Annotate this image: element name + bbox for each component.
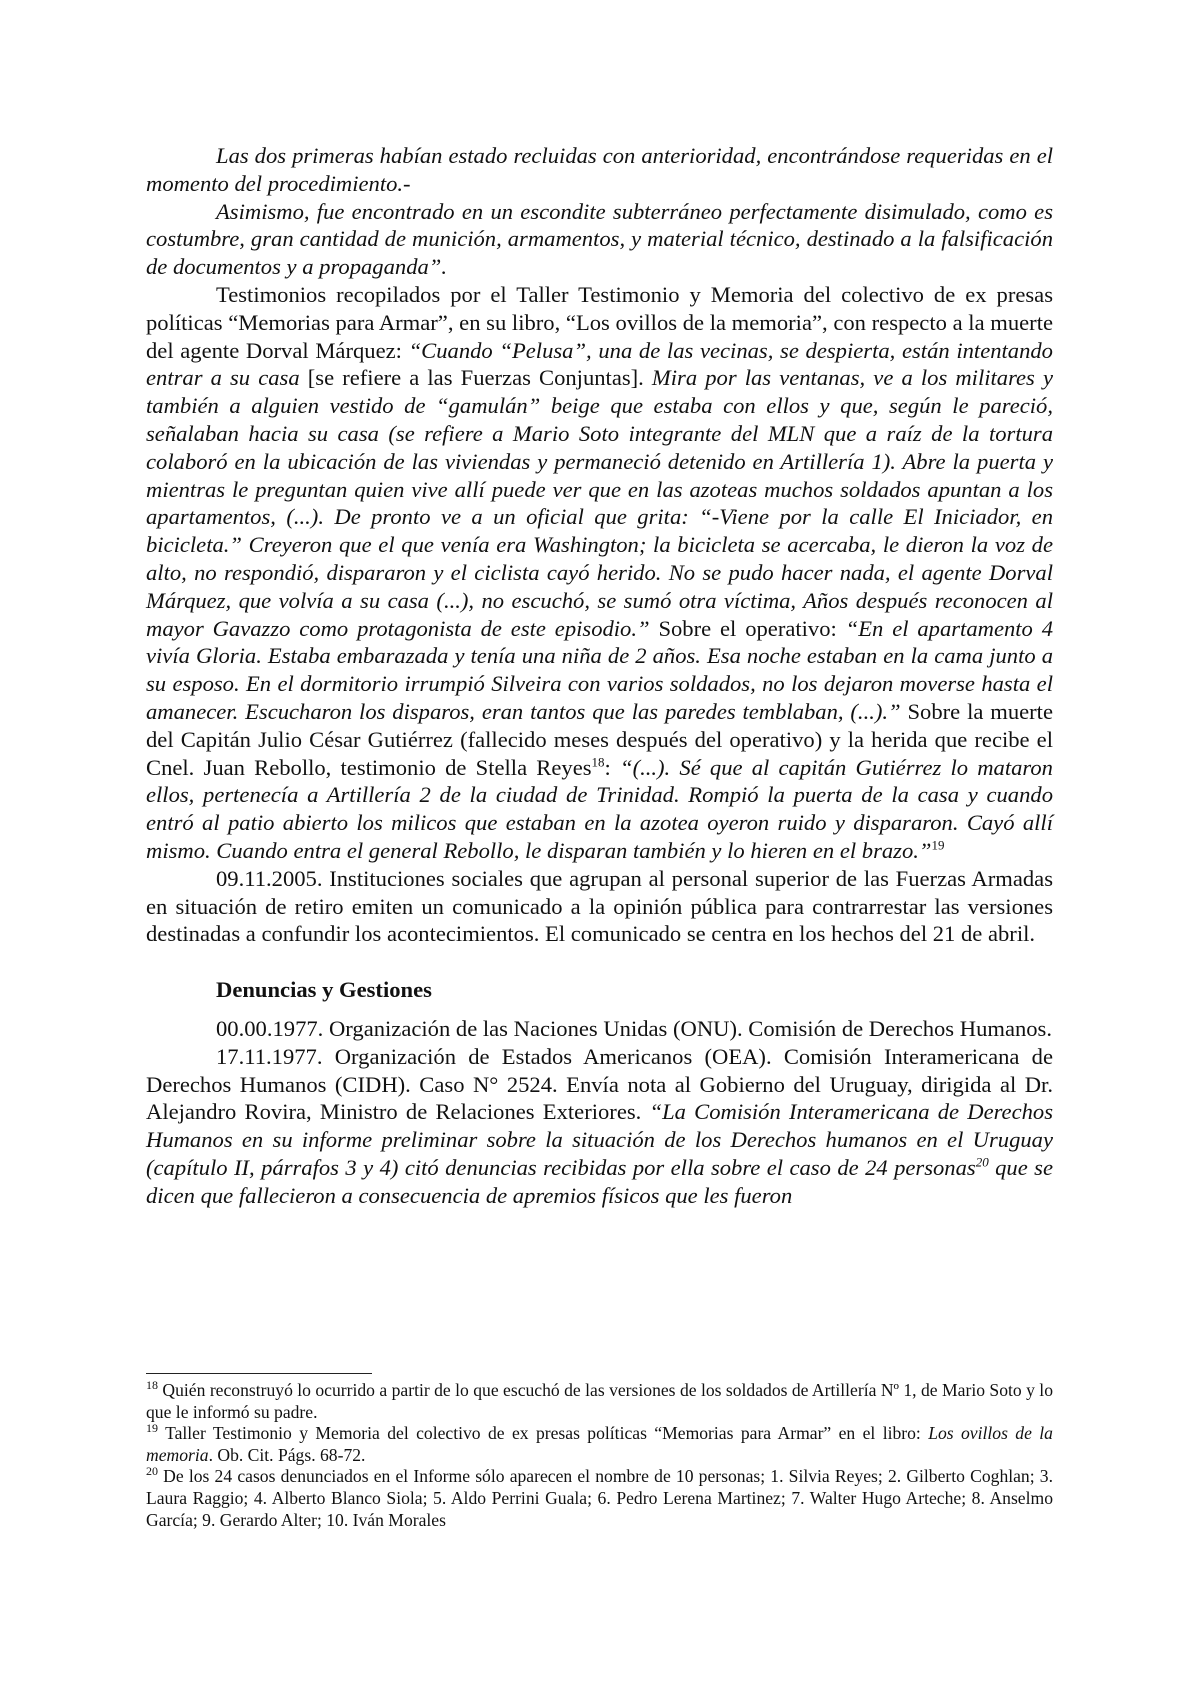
paragraph-3-intro: Testimonios recopilados por el Taller Testimonio y Memoria del colectivo de ex presas políticas “Memorias para Armar”, en su libro, “Los ovillos de la memoria”, con respecto a la muerte del agente Dorval Márquez:	[146, 281, 1053, 363]
footnote-ref-19[interactable]: 19	[931, 837, 945, 853]
footnote-ref-20[interactable]: 20	[975, 1154, 989, 1170]
document-body	[146, 142, 1053, 1209]
paragraph-5-text: 00.00.1977. Organización de las Naciones Unidas (ONU). Comisión de Derechos Humanos.	[216, 1015, 1053, 1041]
section-heading: Denuncias y Gestiones	[216, 977, 432, 1003]
colon-text: :	[604, 754, 620, 780]
gutierrez-intro: Sobre la muerte del Capitán Julio César Gutiérrez (fallecido meses después del operativo) y la herida que recibe el Cnel. Juan Rebollo, testimonio de Stella Reyes	[146, 698, 1053, 780]
paragraph-2-text: Asimismo, fue encontrado en un escondite subterráneo perfectamente disimulado, como es costumbre, gran cantidad de munición, armamentos, y material técnico, destinado a la falsificación de documentos y a propaganda”.	[146, 198, 1053, 280]
footnote-text-end: . Ob. Cit. Págs. 68-72.	[208, 1444, 366, 1465]
quote-cidh-continued: que se dicen que fallecieron a consecuencia de apremios físicos que les fueron	[146, 1154, 1053, 1208]
paragraph-4	[146, 865, 1053, 948]
footnote-number: 20	[146, 1464, 158, 1479]
quote-gloria: “En el apartamento 4 vivía Gloria. Estaba embarazada y tenía una niña de 2 años. Esa noche estaban en la cama junto a su esposo. En el dormitorio irrumpió Silveira con varios soldados, no los dejaron moverse hasta el amanecer. Escucharon los disparos, eran tantos que las paredes temblaban, (...).”	[146, 615, 1054, 724]
footnotes	[146, 1380, 1053, 1531]
paragraph-2	[146, 198, 1053, 281]
footnote-separator	[146, 1373, 372, 1374]
footnote-text: De los 24 casos denunciados en el Informe sólo aparecen el nombre de 10 personas; 1. Silvia Reyes; 2. Gilberto Coghlan; 3. Laura Raggio; 4. Alberto Blanco Siola; 5. Aldo Perrini Guala; 6. Pedro Lerena Martinez; 7. Walter Hugo Arteche; 8. Anselmo García; 9. Gerardo Alter; 10. Iván Morales	[146, 1466, 1053, 1530]
footnote-20	[146, 1466, 1053, 1531]
quote-testimony: Mira por las ventanas, ve a los militares y también a alguien vestido de “gamulán” beige que estaba con ellos y que, según le pareció, señalaban hacia su casa (se refiere a Mario Soto integrante del MLN que a raíz de la tortura colaboró en la ubicación de las viviendas y permaneció detenido en Artillería 1). Abre la puerta y mientras le preguntan quien vive allí puede ver que en las azoteas muchos soldados apuntan a los apartamentos, (...). De pronto ve a un oficial que grita: “-Viene por la calle El Iniciador, en bicicleta.” Creyeron que el que venía era Washington; la bicicleta se acercaba, le dieron la voz de alto, no respondió, dispararon y el ciclista cayó herido. No se pudo hacer nada, el agente Dorval Márquez, que volvía a su casa (...), no escuchó, se sumó otra víctima, Años después reconocen al mayor Gavazzo como protagonista de este episodio.”	[146, 365, 1053, 641]
spacer	[146, 948, 1053, 976]
footnote-text: Quién reconstruyó lo ocurrido a partir de lo que escuchó de las versiones de los soldados de Artillería Nº 1, de Mario Soto y lo que le informó su padre.	[146, 1380, 1053, 1422]
quote-stella-reyes: “(...). Sé que al capitán Gutiérrez lo mataron ellos, pertenecía a Artillería 2 de la ciudad de Trinidad. Rompió la puerta de la casa y cuando entró al patio abierto los milicos que estaban en la azotea oyeron ruido y dispararon. Cayó allí mismo. Cuando entra el general Rebollo, le disparan también y lo hieren en el brazo.”	[146, 754, 1053, 863]
paragraph-6-intro: 17.11.1977. Organización de Estados Americanos (OEA). Comisión Interamericana de Derechos Humanos (CIDH). Caso N° 2524. Envía nota al Gobierno del Uruguay, dirigida al Dr. Alejandro Rovira, Ministro de Relaciones Exteriores.	[146, 1043, 1053, 1125]
paragraph-3	[146, 281, 1053, 865]
footnote-text: Taller Testimonio y Memoria del colectivo de ex presas políticas “Memorias para Armar” en el libro:	[158, 1423, 929, 1444]
paragraph-6	[146, 1043, 1053, 1210]
book-title: Los ovillos de la memoria	[146, 1423, 1053, 1465]
paragraph-1-text: Las dos primeras habían estado recluidas con anterioridad, encontrándose requeridas en el momento del procedimiento.-	[146, 143, 1053, 196]
footnote-ref-18[interactable]: 18	[591, 754, 605, 769]
footnote-number: 18	[146, 1378, 158, 1393]
quote-pelusa: “Cuando “Pelusa”, una de las vecinas, se despierta, están intentando entrar a su casa	[146, 337, 1053, 391]
paragraph-1	[146, 142, 1053, 198]
bracket-note: [se refiere a las Fuerzas Conjuntas].	[299, 365, 652, 391]
footnote-19	[146, 1423, 1053, 1466]
operativo-intro: Sobre el operativo:	[649, 615, 846, 641]
footnote-18	[146, 1380, 1053, 1423]
quote-cidh: “La Comisión Interamericana de Derechos Humanos en su informe preliminar sobre la situación de los Derechos humanos en el Uruguay (capítulo II, párrafos 3 y 4) citó denuncias recibidas por ella sobre el caso de 24 personas	[146, 1099, 1053, 1180]
footnote-number: 19	[146, 1421, 158, 1436]
paragraph-4-text: 09.11.2005. Instituciones sociales que agrupan al personal superior de las Fuerzas Armadas en situación de retiro emiten un comunicado a la opinión pública para contrarrestar las versiones destinadas a confundir los acontecimientos. El comunicado se centra en los hechos del 21 de abril.	[146, 865, 1053, 947]
paragraph-5	[146, 1015, 1053, 1043]
